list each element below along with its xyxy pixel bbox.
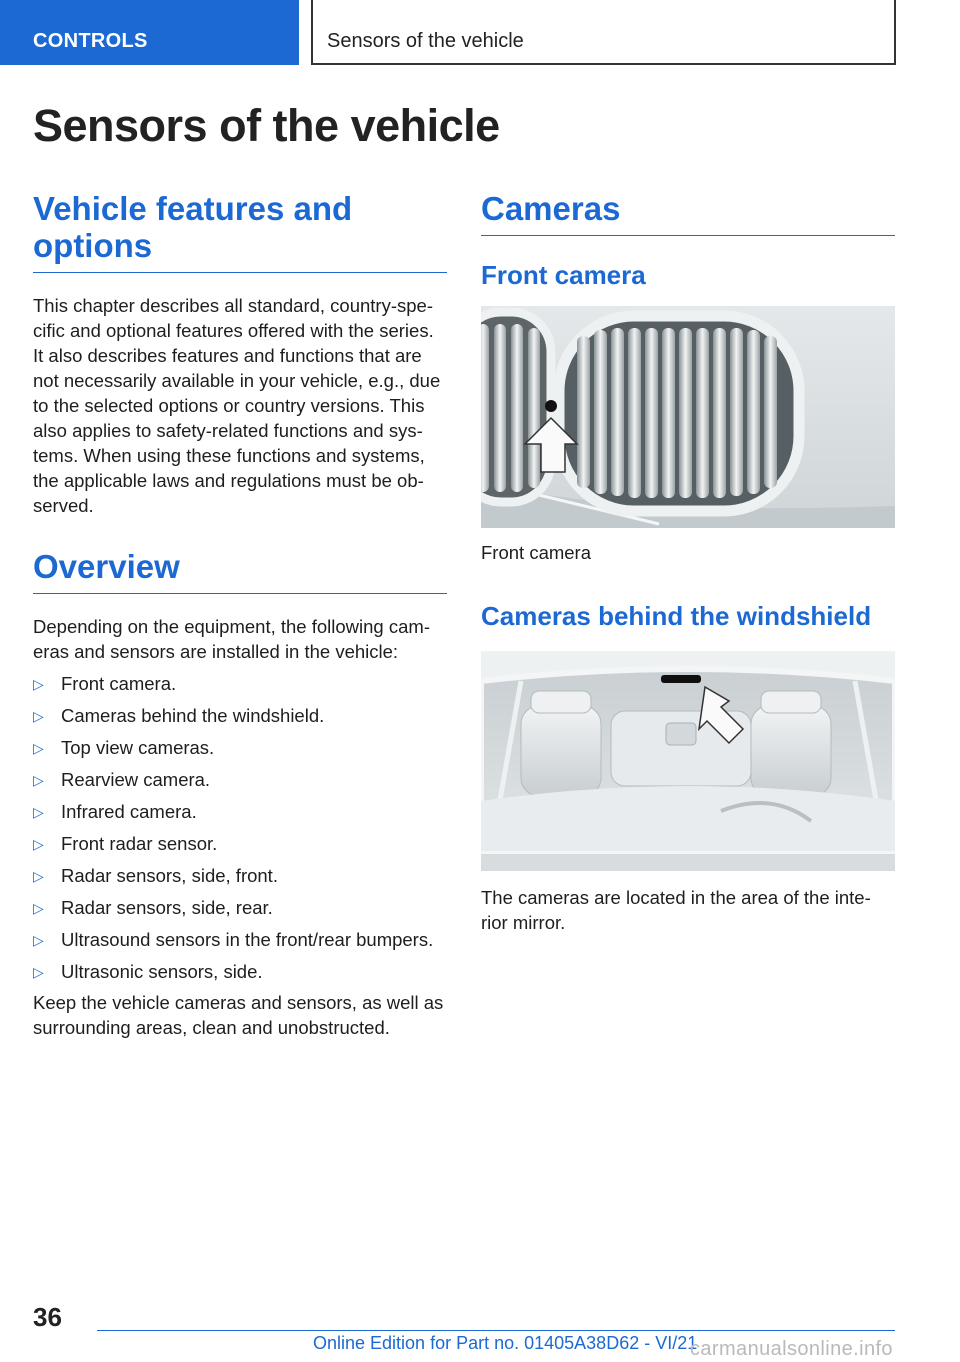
overview-intro: Depending on the equipment, the following cam-eras and sensors are installed in the vehicle: — [33, 616, 430, 662]
list-item: ▷ Rearview camera. — [33, 769, 211, 790]
sensor-list — [33, 672, 447, 984]
right-grille — [559, 316, 799, 511]
right-column — [481, 190, 895, 935]
bullet-triangle-icon: ▷ — [33, 836, 44, 852]
list-item: ▷ Cameras behind the windshield. — [33, 705, 325, 726]
list-item: ▷ Front camera. — [33, 673, 177, 694]
section-tab[interactable] — [0, 0, 299, 65]
list-item: ▷ Infrared camera. — [33, 801, 197, 822]
list-item: ▷ Radar sensors, side, front. — [33, 865, 278, 886]
section-label: CONTROLS — [33, 30, 148, 52]
bullet-triangle-icon: ▷ — [33, 900, 44, 916]
chapter-label: Sensors of the vehicle — [327, 30, 524, 52]
page-title: Sensors of the vehicle — [33, 100, 500, 151]
bullet-triangle-icon: ▷ — [33, 708, 44, 724]
bullet-triangle-icon: ▷ — [33, 964, 44, 980]
front-camera-image — [481, 306, 895, 528]
list-item: ▷ Front radar sensor. — [33, 833, 218, 854]
list-item: ▷ Radar sensors, side, rear. — [33, 897, 273, 918]
page-number: 36 — [33, 1302, 62, 1332]
edition-text: Online Edition for Part no. 01405A38D62 - VI/21 — [313, 1333, 698, 1353]
windshield-heading: Cameras behind the windshield — [481, 601, 872, 631]
list-item: ▷ Ultrasound sensors in the front/rear bumpers. — [33, 929, 434, 950]
windshield-text: The cameras are located in the area of the inte-rior mirror. — [481, 887, 871, 933]
front-camera-heading: Front camera — [481, 260, 646, 290]
bullet-triangle-icon: ▷ — [33, 932, 44, 948]
overview-outro: Keep the vehicle cameras and sensors, as well as surrounding areas, clean and unobstructed. — [33, 992, 444, 1038]
front-camera-caption: Front camera — [481, 542, 592, 563]
bullet-triangle-icon: ▷ — [33, 740, 44, 756]
overview-heading: Overview — [33, 548, 447, 594]
left-column — [33, 190, 447, 1040]
bullet-triangle-icon: ▷ — [33, 868, 44, 884]
features-heading: Vehicle features and options — [33, 190, 447, 273]
features-text: This chapter describes all standard, country-spe-cific and optional features offered with the series. It also describes features and functions that are not necessarily available in your vehicle, e.g., due to the selected options or country versions. This also applies to safety-related functions and sys-tems. When using these functions and systems, the applicable laws and regulations must be ob-served. — [33, 295, 441, 516]
camera-lens-icon — [545, 400, 557, 412]
left-grille — [481, 312, 551, 502]
bullet-triangle-icon: ▷ — [33, 772, 44, 788]
bullet-triangle-icon: ▷ — [33, 676, 44, 692]
watermark: carmanualsonline.info — [690, 1338, 893, 1360]
bullet-triangle-icon: ▷ — [33, 804, 44, 820]
list-item: ▷ Top view cameras. — [33, 737, 215, 758]
cameras-heading: Cameras — [481, 190, 895, 236]
chapter-header — [311, 0, 896, 65]
windshield-camera-image — [481, 651, 895, 871]
footer-rule — [97, 1330, 895, 1331]
windshield-camera-icon — [661, 675, 701, 683]
list-item: ▷ Ultrasonic sensors, side. — [33, 961, 263, 982]
